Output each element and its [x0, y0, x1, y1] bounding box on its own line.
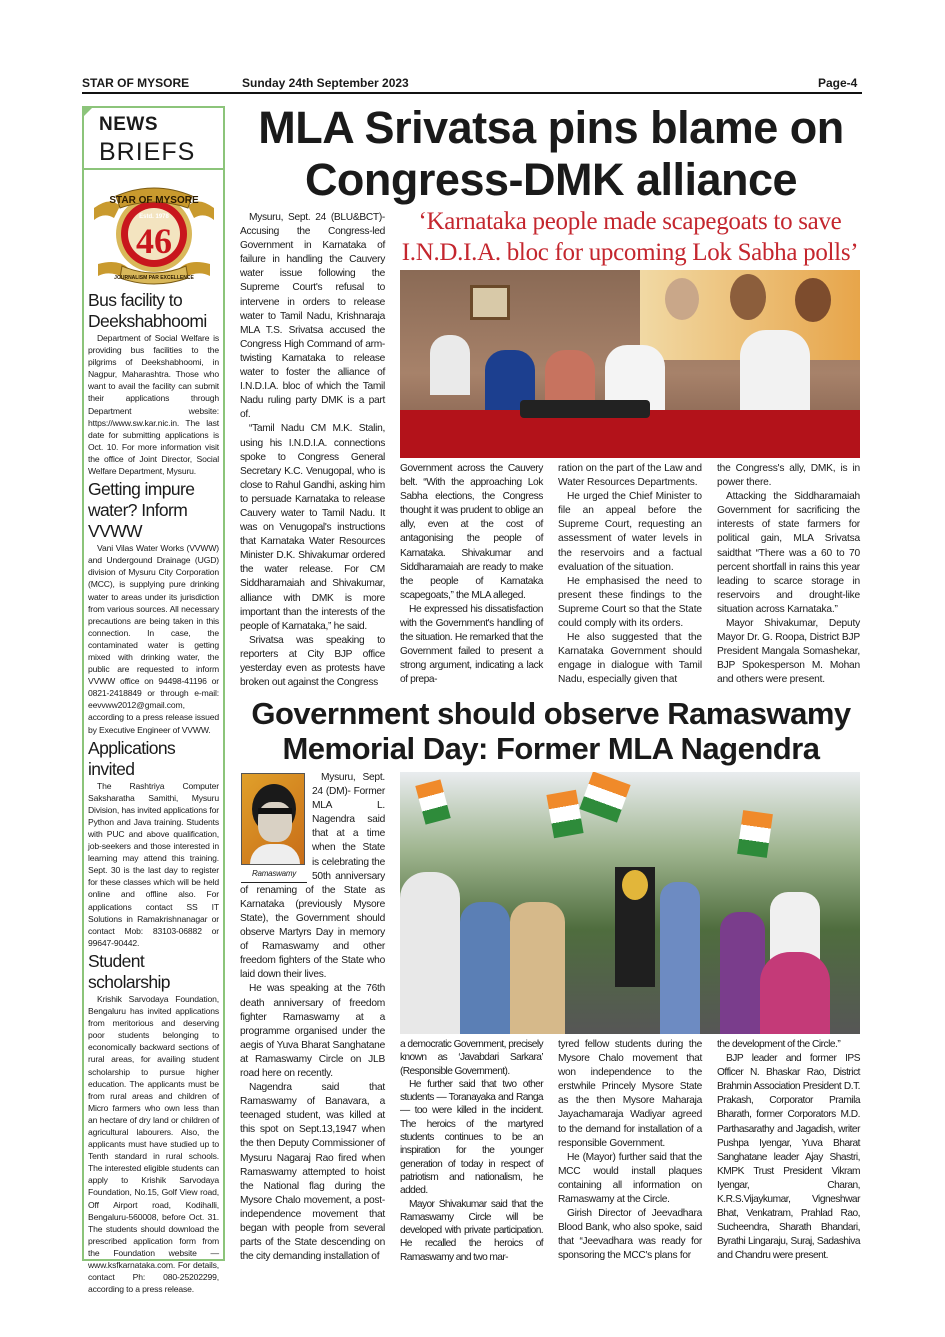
- paragraph: tyred fellow students during the Mysore Chalo movement that won independence to the erstwhile Princely Mysore State as the then Mysore Maharaja Jayachamaraja Wadiyar agreed to the demand for installation of a responsible Government.: [558, 1039, 702, 1149]
- portrait-caption: Ramaswamy: [241, 865, 307, 883]
- paragraph: He also suggested that the Karnataka Government should engage in dialogue with Tamil Nadu, especially given that: [558, 632, 702, 686]
- article1-column-4: [717, 462, 860, 688]
- article1-headline: MLA Srivatsa pins blame on Congress-DMK alliance: [258, 102, 844, 205]
- corner-triangle-icon: [82, 106, 94, 118]
- brief-heading: Applications invited: [88, 737, 176, 779]
- article1-subhead: ‘Karnataka people made scapegoats to save I.N.D.I.A. bloc for upcoming Lok Sabha polls’: [401, 208, 859, 266]
- ramaswamy-portrait: [241, 773, 307, 883]
- article2-column-1: [240, 771, 385, 1264]
- title-news: NEWS: [99, 114, 158, 135]
- brief-body: Krishik Sarvodaya Foundation, Bengaluru has invited applications from meritorious and deserving poor students belonging to economically backward sections of rural areas, for availing student scholarship to pursue higher education. The applicants must be from rural areas and children of Micro farmers who own less than an hectare of dry land or children of agricultural labourers. Also, the applicants must have studied up to Tenth standard in rural schools. The interested eligible students can apply to Krishik Sarvodaya Foundation, No.15, Golf View road, Off Airport road, Kodihalli, Bengaluru-560008, before Oct. 31. The students should download the prescribed application form from the Foundation website — www.ksfkarnataka.com. For details, contact Ph: 080-25202299, according to a press release.: [88, 993, 219, 1295]
- paragraph: the development of the Circle.”: [717, 1039, 841, 1050]
- paragraph: Srivatsa was speaking to reporters at City BJP office yesterday even as protests have broken out against the Congress: [240, 634, 385, 689]
- ramaswamy-circle-event-photo: [400, 772, 860, 1034]
- article1-column-1: [240, 211, 385, 690]
- article2-column-4: [717, 1038, 860, 1264]
- sidebar-briefs: [84, 290, 223, 1295]
- article1-column-2: [400, 462, 543, 688]
- paragraph: a democratic Government, precisely known as ‘Javabdari Sarkara’ (Responsible Government).: [400, 1039, 543, 1077]
- paragraph: ration on the part of the Law and Water Resources Departments.: [558, 463, 702, 489]
- paragraph: Girish Director of Jeevadhara Blood Bank, who also spoke, said that “Jeevadhara was ready for sponsoring the MCC's plans for: [558, 1208, 702, 1262]
- paragraph: He further said that two other students — Toranayaka and Ranga — too were killed in the incident. The heroics of the martyred students continues to be an inspiration for the younger generation of today in respect of patriotism and nationalism, he added.: [400, 1078, 543, 1197]
- paragraph: the Congress's ally, DMK, is in power there.: [717, 463, 860, 489]
- news-briefs-sidebar: [82, 106, 225, 1295]
- title-briefs: BRIEFS: [99, 138, 196, 166]
- news-briefs-title: [84, 108, 223, 170]
- logo-estd-text: Estd. 1978: [138, 214, 169, 220]
- article2-column-2: [400, 1038, 543, 1264]
- paragraph: Mayor Shivakumar, Deputy Mayor Dr. G. Roopa, District BJP President Mangala Somashekar, BJP Spokesperson M. Mohan and others were present.: [717, 618, 860, 686]
- paragraph: BJP leader and former IPS Officer N. Bhaskar Rao, District Brahmin Association President D.T. Prakash, Corporator Pramila Bharath, former Corporators M.D. Parthasarathy and Jagadish, writer Pushpa Iyengar, Yuva Bharat Sanghatane leader Ajay Shastri, KMPK Trust President Vikram Iyengar, Charan, K.R.S.Vijaykumar, Vigneshwar Bhat, Venkatram, Prahlad Rao, Sucheendra, Sharath Bhandari, Byrathi Lingaraju, Suraj, Sadashiva and Chandru were present.: [717, 1053, 860, 1262]
- paragraph: Government across the Cauvery belt. “With the approaching Lok Sabha elections, the Congress thought it was prudent to oblige an ally, even at the cost of antagonising the people of Karnataka. Shivakumar and Siddharamaiah are ready to make the people of Karnataka scapegoats,” the MLA alleged.: [400, 463, 543, 601]
- page-number: Page-4: [818, 76, 858, 90]
- brief-heading: Bus facility to Deekshabhoomi: [88, 290, 207, 331]
- paragraph: He urged the Chief Minister to file an appeal before the Supreme Court, requesting an assessment of water levels in the reservoirs and a factual evaluation of the situation.: [558, 491, 702, 573]
- paragraph: Mysuru, Sept. 24 (BLU&BCT)- Accusing the Congress-led Government in Karnataka of failure in handling the Cauvery water issue following the Supreme Court's refusal to intervene in orders to release water to Tamil Nadu, Krishnaraja MLA T.S. Srivatsa accused the Congress High Command of arm-twisting Karnataka to release water to foster the alliance of I.N.D.I.A. bloc of which the Tamil Nadu ruling party DMK is a part of.: [240, 212, 385, 421]
- paragraph: “Tamil Nadu CM M.K. Stalin, using his I.N.D.I.A. connections spoke to Congress General Secretary K.C. Venugopal, who is close to Rahul Gandhi, asking him to persuade Karnataka to release Cauvery water to Tamil Nadu. It was on Venugopal's instructions that Karnataka Water Resources Minister D.K. Shivakumar ordered the water release. For CM Siddharamaiah and Shivakumar, alliance with DMK is more important than the interests of the people of Karnataka,” he said.: [240, 423, 385, 632]
- masthead-name: STAR OF MYSORE: [82, 76, 190, 90]
- star-of-mysore-46-logo: [90, 178, 218, 288]
- portrait-image: [241, 773, 305, 865]
- brief-heading: Student scholarship: [88, 950, 170, 992]
- paragraph: He expressed his dissatisfaction with the Government's handling of the situation. He remarked that the Government failed to present a strong argument, indicating a lack of prepa-: [400, 603, 543, 686]
- paragraph: Attacking the Siddharamaiah Government for sacrificing the interests of state farmers for political gain, MLA Srivatsa saidthat “There was a 60 to 70 percent shortfall in rains this year leading to scarce storage in reservoirs and drought-like situation across Karnataka.”: [717, 491, 860, 615]
- paragraph: He emphasised the need to present these findings to the Supreme Court so that the State could comply with its orders.: [558, 575, 702, 630]
- header-rule: [82, 92, 862, 94]
- paragraph: Nagendra said that Ramaswamy of Banavara, a teenaged student, was killed at this spot on Sept.13,1947 when the then Deputy Commissioner of Mysuru Nagaraj Rao fired when Ramaswamy attempted to hoist the National flag during the Mysore Chalo movement, a post-independence movement that began with people from several parts of the State descending on the city demanding installation of: [240, 1082, 385, 1263]
- article2-headline: Government should observe Ramaswamy Memorial Day: Former MLA Nagendra: [251, 696, 851, 766]
- paragraph: He (Mayor) further said that the MCC would install plaques containing all information on Ramaswamy at the Circle.: [558, 1151, 702, 1206]
- brief-body: The Rashtriya Computer Saksharatha Samithi, Mysuru Division, has invited applications for Python and Java training. Students with PUC and above qualification, job-seekers and those interested in learning may attend this training. Sept. 30 is the last day to register for these classes which will be held online and offline also. For applications contact SS IT Solutions in Ramakrishnanagar or contact Mob: 83103-06882 or 99647-90442.: [88, 780, 219, 948]
- issue-date: Sunday 24th September 2023: [242, 76, 409, 90]
- brief-heading: Getting impure water? Inform VVWW: [88, 479, 195, 542]
- press-conference-photo: [400, 270, 860, 458]
- paragraph: Mayor Shivakumar said that the Ramaswamy Circle will be developed with private participation. He recalled the heroics of Ramaswamy and two mar-: [400, 1198, 543, 1263]
- logo-top-text: STAR OF MYSORE: [108, 195, 199, 206]
- logo-ribbon-text: JOURNALISM PAR EXCELLENCE: [113, 275, 194, 281]
- article2-column-3: [558, 1038, 702, 1264]
- logo-number: 46: [135, 221, 172, 261]
- brief-body: Vani Vilas Water Works (VVWW) and Undergound Drainage (UGD) division of Mysuru City Corporation (MCC), is supplying pure drinking water to areas under its jurisdiction from various sources. All necessary precautions are being taken in this connection. In case, the contaminated water is getting mixed with drinking water, the public are requested to inform VVWW office on 94498-41196 or 0821-2418849 or through e-mail: eevvww2012@gmail.com, according to a press release issued by Executive Engineer of VVWW.: [88, 543, 219, 735]
- brief-body: Department of Social Welfare is providing bus facilities to the pilgrims of Deekshabhoomi, in Nagpur, Maharashtra. Those who want to avail the facility can submit their applications through Department website: https://www.sw.kar.nic.in. The last date for submitting applications is Oct. 10. For more information visit the office of Joint Director, Social Welfare Department, Mysuru.: [88, 333, 219, 477]
- article1-column-3: [558, 462, 702, 688]
- paragraph: Mysuru, Sept. 24 (DM)- Former MLA L. Nagendra said that at a time when the State is celebrating the 50th anniversary of renaming of the State as Karnataka (previously Mysore State), the Government should observe Martyrs Day in memory of Ramaswamy and other freedom fighters of the State who laid down their lives.: [240, 772, 385, 981]
- paragraph: He was speaking at the 76th death anniversary of freedom fighter Ramaswamy at a programme organised under the aegis of Yuva Bharat Sanghatane at Ramaswamy Circle on JLB road here on recently.: [240, 983, 385, 1079]
